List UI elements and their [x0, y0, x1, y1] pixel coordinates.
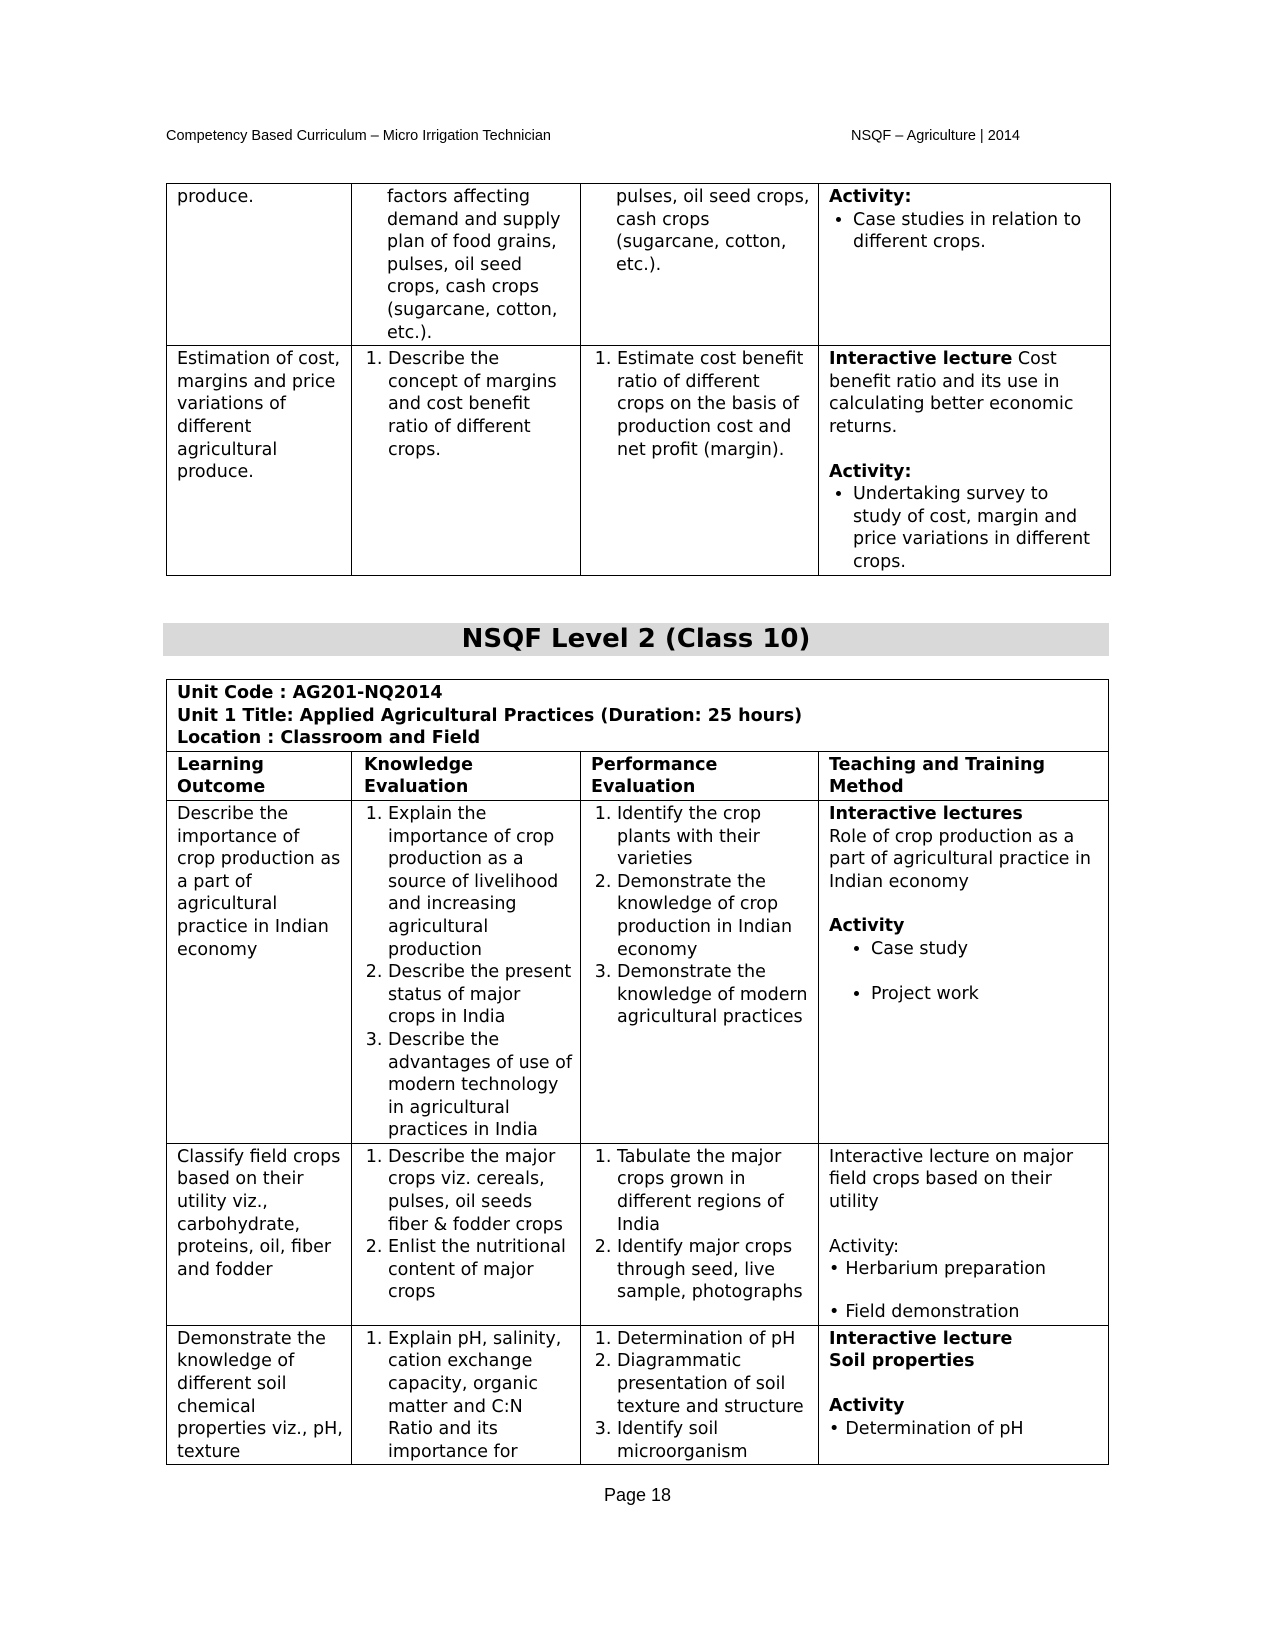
list-item: • Undertaking survey to study of cost, margin and price variations in different crops. — [853, 483, 1102, 573]
knowledge-cell — [352, 1143, 581, 1325]
list-item: 3. Describe the advantages of use of modern technology in agricultural practices in India — [388, 1029, 572, 1142]
page-number: Page 18 — [603, 1485, 672, 1505]
knowledge-cell — [352, 346, 581, 575]
unit-code: Unit Code : AG201-NQ2014 — [177, 683, 443, 703]
method-subtitle: Soil properties — [829, 1351, 975, 1372]
table-row — [167, 1143, 1109, 1325]
running-header-left: Competency Based Curriculum – Micro Irrigation Technician — [166, 128, 551, 144]
learning-outcome-cell: Estimation of cost, margins and price variations of different agricultural produce. — [167, 346, 352, 575]
list-item: 1. Determination of pH — [617, 1328, 810, 1351]
activity-label: Activity: — [829, 1236, 900, 1257]
activity-label: Activity: — [829, 187, 912, 207]
method-bold: Interactive lecture — [829, 1328, 1013, 1349]
continuation-table — [166, 183, 1111, 576]
table-row — [167, 184, 1111, 346]
activity-label: Activity — [829, 1396, 905, 1417]
list-item: 1. Identify the crop plants with their varieties — [617, 803, 810, 871]
list-item: 1. Describe the major crops viz. cereals, pulses, oil seeds fiber & fodder crops — [388, 1146, 572, 1236]
performance-cell — [581, 346, 819, 575]
performance-cell — [581, 1325, 819, 1465]
column-header: Teaching and Training Method — [819, 751, 1109, 800]
list-item: • Herbarium preparation — [829, 1258, 1100, 1281]
table-row — [167, 346, 1111, 575]
list-item: 1. Describe the concept of margins and cost benefit ratio of different crops. — [388, 348, 572, 461]
unit-info-cell — [167, 680, 1109, 752]
list-item: 1. Explain the importance of crop production as a source of livelihood and increasing agricultural production — [388, 803, 572, 961]
column-header: Learning Outcome — [167, 751, 352, 800]
list-item: 2. Diagrammatic presentation of soil texture and structure — [617, 1350, 810, 1418]
method-cell — [819, 800, 1109, 1143]
list-item: 1. Estimate cost benefit ratio of different crops on the basis of production cost and net profit (margin). — [617, 348, 810, 461]
learning-outcome-cell: Classify field crops based on their utility viz., carbohydrate, proteins, oil, fiber and fodder — [167, 1143, 352, 1325]
knowledge-cell — [352, 800, 581, 1143]
knowledge-cell: factors affecting demand and supply plan of food grains, pulses, oil seed crops, cash crops (sugarcane, cotton, etc.). — [352, 184, 581, 346]
method-bold: Interactive lectures — [829, 803, 1023, 824]
header-row — [167, 751, 1109, 800]
knowledge-cell — [352, 1325, 581, 1465]
running-header-right: NSQF – Agriculture | 2014 — [851, 128, 1020, 144]
list-item: 1. Explain pH, salinity, cation exchange capacity, organic matter and C:N Ratio and its importance for — [388, 1328, 572, 1464]
list-item: • Field demonstration — [829, 1301, 1100, 1324]
method-cell — [819, 1325, 1109, 1465]
list-item: 2. Enlist the nutritional content of major crops — [388, 1236, 572, 1304]
performance-cell — [581, 800, 819, 1143]
column-header: Knowledge Evaluation — [352, 751, 581, 800]
method-bold: Interactive lecture — [829, 349, 1013, 370]
activity-label: Activity — [829, 916, 905, 937]
learning-outcome-cell: Describe the importance of crop production as a part of agricultural practice in Indian economy — [167, 800, 352, 1143]
method-cell — [819, 1143, 1109, 1325]
method-text: Interactive lecture on major field crops based on their utility — [829, 1146, 1074, 1213]
unit-table — [166, 679, 1109, 1465]
list-item: 2. Demonstrate the knowledge of crop production in Indian economy — [617, 871, 810, 961]
unit-location: Location : Classroom and Field — [177, 728, 481, 749]
table-row — [167, 800, 1109, 1143]
learning-outcome-cell: Demonstrate the knowledge of different soil chemical properties viz., pH, texture — [167, 1325, 352, 1465]
learning-outcome-cell: produce. — [167, 184, 352, 346]
unit-title: Unit 1 Title: Applied Agricultural Practices (Duration: 25 hours) — [177, 705, 803, 726]
method-text: Role of crop production as a part of agricultural practice in Indian economy — [829, 826, 1091, 892]
list-item: 1. Tabulate the major crops grown in different regions of India — [617, 1146, 810, 1236]
list-item: 2. Identify major crops through seed, live sample, photographs — [617, 1236, 810, 1304]
method-cell — [819, 184, 1111, 346]
performance-cell — [581, 1143, 819, 1325]
table-row — [167, 1325, 1109, 1465]
column-header: Performance Evaluation — [581, 751, 819, 800]
method-cell: Interactive lecture Cost benefit ratio and its use in calculating better economic returns. Activity: • Undertaking survey to study of cost, margin and price variations in different crops. — [819, 346, 1111, 575]
list-item: • Case study — [871, 938, 1100, 961]
performance-cell: pulses, oil seed crops, cash crops (sugarcane, cotton, etc.). — [581, 184, 819, 346]
section-title: NSQF Level 2 (Class 10) — [163, 623, 1109, 656]
list-item: 3. Identify soil microorganism — [617, 1418, 810, 1463]
list-item: 3. Demonstrate the knowledge of modern agricultural practices — [617, 961, 810, 1029]
list-item: • Determination of pH — [829, 1418, 1100, 1441]
activity-label: Activity: — [829, 461, 912, 482]
list-item: 2. Describe the present status of major crops in India — [388, 961, 572, 1029]
list-item: • Project work — [871, 983, 1100, 1006]
unit-info-row — [167, 680, 1109, 752]
list-item: • Case studies in relation to different crops. — [853, 209, 1102, 254]
